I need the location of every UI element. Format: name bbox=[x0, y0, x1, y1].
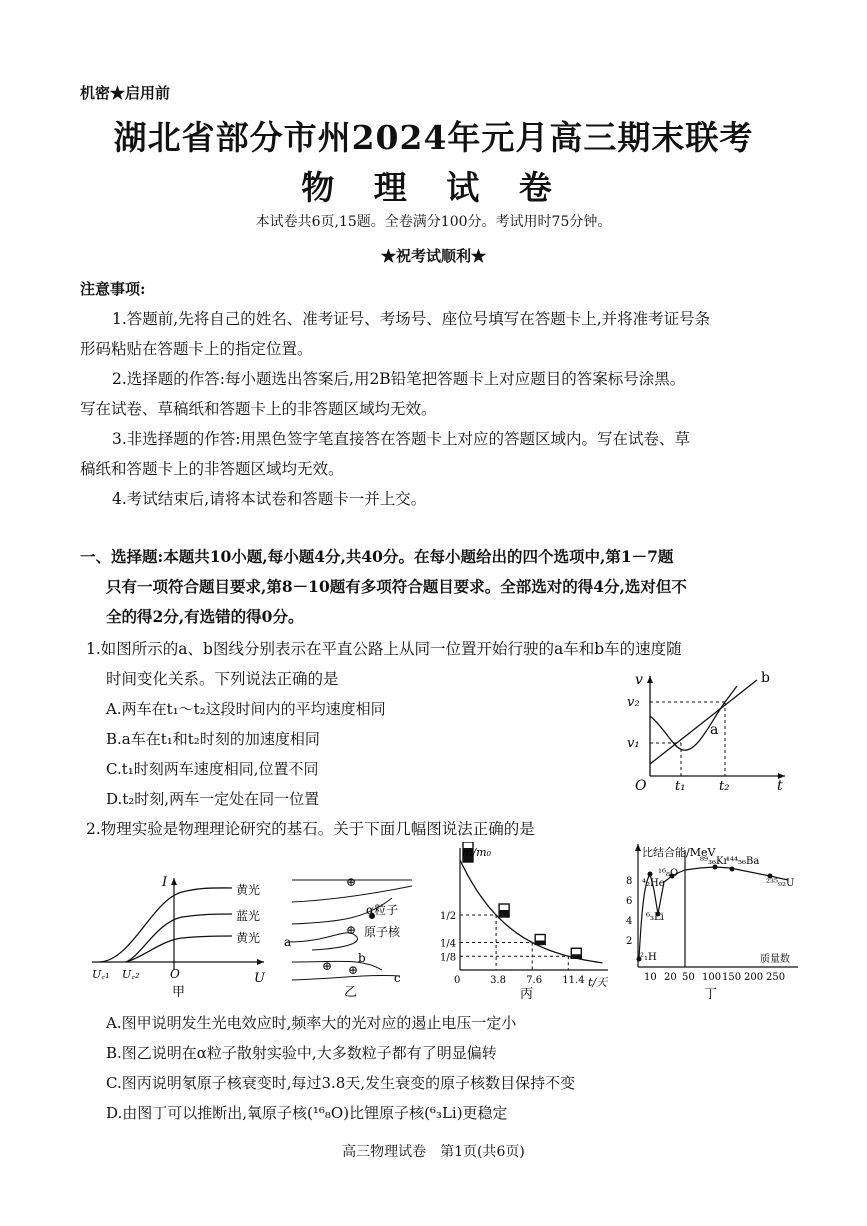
jia-label-2: 蓝光 bbox=[236, 909, 261, 923]
ding-ba: ¹⁴⁴₅₆Ba bbox=[726, 856, 760, 867]
yi-nucleus-label: 原子核 bbox=[364, 925, 401, 939]
ding-h: ²₁H bbox=[640, 952, 657, 963]
q1-t1-label: t₁ bbox=[675, 779, 686, 794]
notice-item-4: 4.考试结束后,请将本试卷和答题卡一并上交。 bbox=[112, 490, 427, 508]
ding-y-tick: 8 bbox=[626, 876, 633, 887]
q2-option-b: B.图乙说明在α粒子散射实验中,大多数粒子都有了明显偏转 bbox=[106, 1044, 497, 1062]
bing-sample-fill bbox=[535, 941, 545, 945]
bing-ylabel: m/m₀ bbox=[462, 846, 491, 859]
jia-origin: O bbox=[170, 967, 180, 981]
yi-nucleus-1: ⊕ bbox=[346, 875, 357, 889]
q1-stem: 1.如图所示的a、b图线分别表示在平直公路上从同一位置开始行驶的a车和b车的速度随 bbox=[86, 640, 682, 658]
q1-stem-cont: 时间变化关系。下列说法正确的是 bbox=[106, 670, 339, 688]
ding-y-ticks bbox=[626, 876, 632, 947]
yi-caption: 乙 bbox=[344, 985, 358, 1000]
notice-item-1: 1.答题前,先将自己的姓名、准考证号、考场号、座位号填写在答题卡上,并将准考证号条 bbox=[112, 310, 711, 328]
ding-x-ticks bbox=[644, 972, 785, 983]
jia-I-label: I bbox=[162, 875, 168, 890]
jia-uc1: U꜀₁ bbox=[92, 968, 110, 981]
bing-y-tick: 1/2 bbox=[440, 911, 457, 922]
exam-intro: 本试卷共6页,15题。全卷满分100分。考试用时75分钟。 bbox=[255, 214, 612, 230]
q2-option-c: C.图丙说明氡原子核衰变时,每过3.8天,发生衰变的原子核数目保持不变 bbox=[106, 1074, 576, 1092]
notice-item-3-cont: 稿纸和答题卡上的非答题区域均无效。 bbox=[80, 460, 344, 478]
fig-bing bbox=[440, 842, 615, 1000]
bing-x-tick: 3.8 bbox=[490, 975, 507, 986]
section-heading-cont1: 只有一项符合题目要求,第8－10题有多项符合题目要求。全部选对的得4分,选对但不 bbox=[106, 577, 687, 596]
q1-b-label: b bbox=[761, 670, 770, 686]
jia-U-label: U bbox=[254, 971, 265, 986]
section-heading: 一、选择题:本题共10小题,每小题4分,共40分。在每小题给出的四个选项中,第1－7题 bbox=[80, 547, 674, 566]
ding-y-tick: 2 bbox=[626, 936, 633, 947]
ding-li: ⁶₃Li bbox=[646, 912, 664, 923]
q1-option-b: B.a车在t₁和t₂时刻的加速度相同 bbox=[106, 730, 320, 748]
yi-c-label: c bbox=[394, 971, 401, 985]
ding-x-tick: 150 bbox=[722, 972, 742, 983]
ding-o: ¹⁶₈O bbox=[658, 868, 679, 879]
q1-t2-label: t₂ bbox=[719, 779, 730, 794]
ding-x-tick: 250 bbox=[766, 972, 786, 983]
yi-nucleus-4: ⊕ bbox=[348, 963, 359, 977]
q1-t-label: t bbox=[777, 778, 783, 794]
q1-curve-a bbox=[650, 686, 737, 750]
ding-he: ⁴₂He bbox=[642, 878, 665, 889]
page-footer: 高三物理试卷 第1页(共6页) bbox=[342, 1144, 525, 1160]
bing-x-tick: 7.6 bbox=[526, 975, 543, 986]
jia-caption: 甲 bbox=[172, 985, 186, 1000]
bing-y-tick: 1/8 bbox=[440, 952, 457, 964]
yi-b-label: b bbox=[358, 951, 366, 965]
notice-item-2: 2.选择题的作答:每小题选出答案后,用2B铅笔把答题卡上对应题目的答案标号涂黑。 bbox=[112, 370, 686, 388]
bing-sample-fill bbox=[571, 954, 581, 958]
jia-label-1: 黄光 bbox=[236, 883, 261, 897]
yi-nucleus-3: ⊕ bbox=[322, 959, 333, 973]
yi-alpha-label: α粒子 bbox=[366, 903, 399, 917]
yi-nucleus-2: ⊕ bbox=[346, 923, 357, 937]
q1-option-a: A.两车在t₁～t₂这段时间内的平均速度相同 bbox=[106, 700, 386, 718]
ding-xlabel: 质量数 bbox=[760, 954, 790, 965]
q2-stem: 2.物理实验是物理理论研究的基石。关于下面几幅图说法正确的是 bbox=[86, 820, 535, 838]
q2-option-a: A.图甲说明发生光电效应时,频率大的光对应的遏止电压一定小 bbox=[106, 1014, 517, 1032]
fig-ding bbox=[620, 842, 800, 1000]
ding-y-tick: 6 bbox=[626, 896, 633, 907]
ding-x-tick: 100 bbox=[702, 972, 722, 983]
notice-heading: 注意事项: bbox=[80, 280, 146, 298]
yi-a-label: a bbox=[284, 935, 292, 949]
ding-x-tick: 10 bbox=[644, 972, 657, 983]
bing-sample-fill bbox=[499, 910, 509, 917]
good-luck-line: ★祝考试顺利★ bbox=[380, 247, 486, 265]
subject-title: 物 理 试 卷 bbox=[301, 168, 566, 207]
q1-v2-label: v₂ bbox=[627, 695, 640, 710]
notice-item-2-cont: 写在试卷、草稿纸和答题卡上的非答题区域均无效。 bbox=[80, 400, 437, 418]
section-heading-cont2: 全的得2分,有选错的得0分。 bbox=[106, 607, 304, 626]
bing-y-tick: 1/4 bbox=[440, 938, 457, 950]
ding-kr: ⁸⁹₃₆Kr bbox=[700, 856, 729, 867]
q1-a-label: a bbox=[710, 722, 719, 738]
bing-chart-area bbox=[440, 842, 608, 986]
exam-title: 湖北省部分市州2024年元月高三期末联考 bbox=[113, 118, 754, 157]
notice-item-3: 3.非选择题的作答:用黑色签字笔直接答在答题卡上对应的答题区域内。写在试卷、草 bbox=[112, 430, 691, 448]
q2-option-d: D.由图丁可以推断出,氧原子核(¹⁶₈O)比锂原子核(⁶₃Li)更稳定 bbox=[106, 1104, 508, 1122]
fig-yi bbox=[282, 870, 432, 1000]
jia-uc2: U꜀₂ bbox=[122, 968, 140, 981]
ding-ylabel: 比结合能/MeV bbox=[642, 846, 716, 859]
q1-vt-graph bbox=[625, 668, 790, 798]
bing-caption: 丙 bbox=[520, 987, 534, 1000]
notice-item-1-cont: 形码粘贴在答题卡上的指定位置。 bbox=[80, 340, 313, 358]
secret-mark: 机密★启用前 bbox=[80, 84, 171, 102]
ding-y-tick: 4 bbox=[626, 916, 633, 927]
jia-label-3: 黄光 bbox=[236, 931, 261, 945]
q1-option-d: D.t₂时刻,两车一定处在同一位置 bbox=[106, 790, 320, 808]
q1-option-c: C.t₁时刻两车速度相同,位置不同 bbox=[106, 760, 319, 778]
ding-x-tick: 20 bbox=[664, 972, 677, 983]
ding-u: ²³⁵₉₂U bbox=[766, 878, 795, 889]
ding-x-tick: 50 bbox=[682, 972, 695, 983]
ding-x-tick: 200 bbox=[744, 972, 764, 983]
bing-x-tick: 0 bbox=[454, 975, 461, 986]
q1-v1-label: v₁ bbox=[627, 736, 640, 751]
q1-origin: O bbox=[635, 778, 647, 794]
bing-x-tick: 11.4 bbox=[562, 975, 585, 986]
bing-decay-curve bbox=[460, 860, 603, 963]
bing-xlabel: t/天 bbox=[588, 976, 608, 989]
ding-caption: 丁 bbox=[704, 987, 718, 1000]
q1-v-label: v bbox=[635, 672, 643, 688]
fig-jia bbox=[92, 870, 272, 1000]
q1-line-b bbox=[650, 680, 757, 764]
